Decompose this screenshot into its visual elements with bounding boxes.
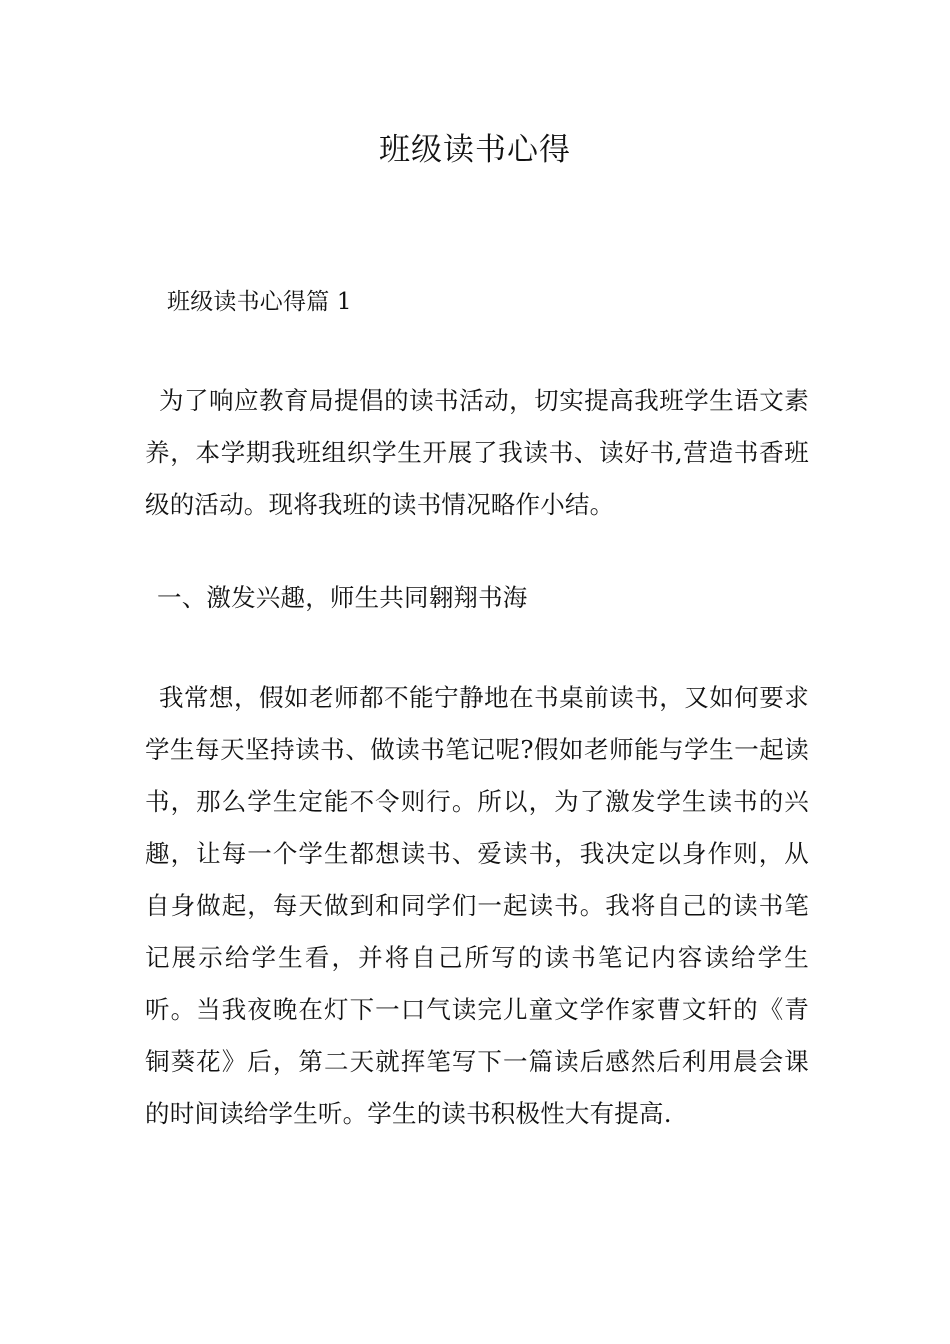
intro-section: [145, 375, 809, 531]
section-heading-block: [145, 572, 809, 624]
section-body: [145, 672, 809, 1140]
section-paragraph: 我常想，假如老师都不能宁静地在书桌前读书，又如何要求学生每天坚持读书、做读书笔记呢?假如老师能与学生一起读书，那么学生定能不令则行。所以，为了激发学生读书的兴趣，让每一个学生都想读书、爱读书，我决定以身作则，从自身做起，每天做到和同学们一起读书。我将自己的读书笔记展示给学生看，并将自己所写的读书笔记内容读给学生听。当我夜晚在灯下一口气读完儿童文学作家曹文轩的《青铜葵花》后，第二天就挥笔写下一篇读后感然后利用晨会课的时间读给学生听。学生的读书积极性大有提高.: [145, 683, 809, 1128]
section-heading: 一、激发兴趣，师生共同翱翔书海: [157, 583, 528, 612]
document-subtitle: 班级读书心得篇 1: [167, 289, 352, 315]
intro-paragraph: 为了响应教育局提倡的读书活动，切实提高我班学生语文素养，本学期我班组织学生开展了我读书、读好书,营造书香班级的活动。现将我班的读书情况略作小结。: [145, 386, 809, 519]
document-title: 班级读书心得: [379, 132, 571, 168]
